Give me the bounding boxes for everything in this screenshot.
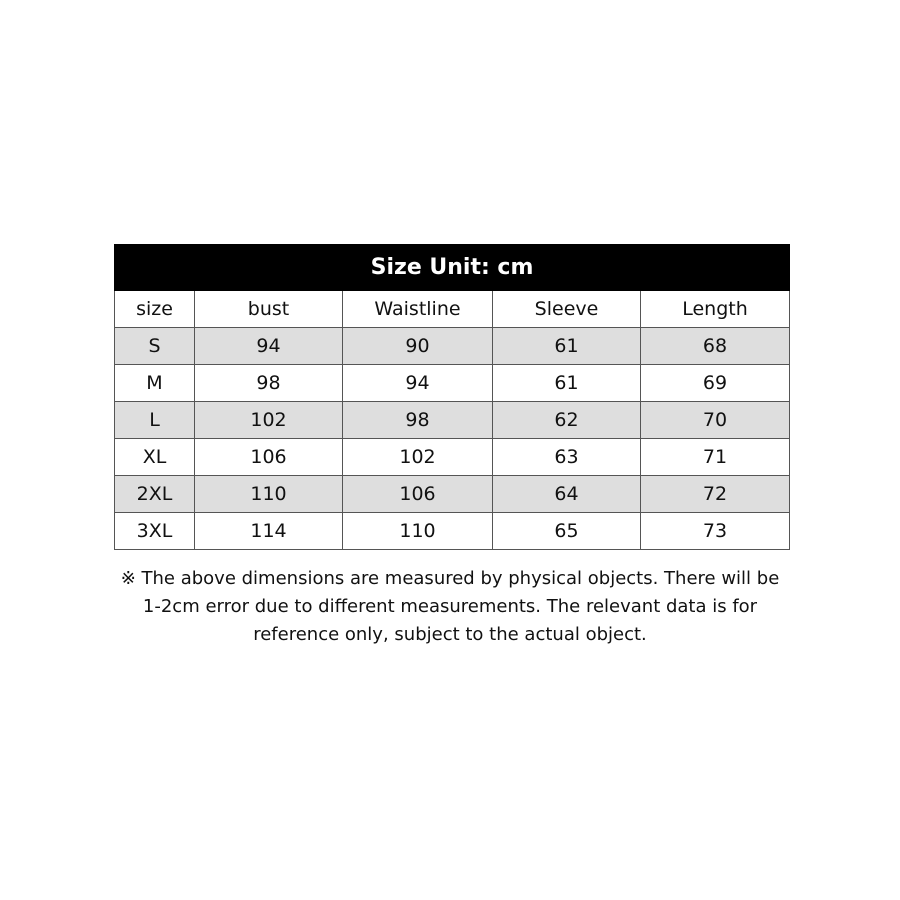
waistline-cell: 102 [343,439,493,476]
header-row [115,291,790,328]
size-cell: L [115,402,195,439]
table-row [115,439,790,476]
column-header-size: size [115,291,195,328]
waistline-cell: 90 [343,328,493,365]
table-row [115,513,790,550]
length-cell: 71 [641,439,790,476]
title-row [115,245,790,291]
size-chart-table [114,244,790,550]
measurement-note [100,565,800,649]
sleeve-cell: 61 [493,328,641,365]
sleeve-cell: 62 [493,402,641,439]
bust-cell: 102 [195,402,343,439]
sleeve-cell: 64 [493,476,641,513]
bust-cell: 114 [195,513,343,550]
sleeve-cell: 63 [493,439,641,476]
note-line: ※ The above dimensions are measured by physical objects. There will be [120,568,780,589]
table-row [115,402,790,439]
column-header-length: Length [641,291,790,328]
length-cell: 68 [641,328,790,365]
table-row [115,476,790,513]
size-cell: 2XL [115,476,195,513]
size-cell: S [115,328,195,365]
length-cell: 73 [641,513,790,550]
size-cell: XL [115,439,195,476]
bust-cell: 110 [195,476,343,513]
waistline-cell: 106 [343,476,493,513]
column-header-waistline: Waistline [343,291,493,328]
waistline-cell: 94 [343,365,493,402]
waistline-cell: 110 [343,513,493,550]
note-line: 1-2cm error due to different measurements. The relevant data is for [142,596,758,617]
bust-cell: 94 [195,328,343,365]
sleeve-cell: 61 [493,365,641,402]
length-cell: 72 [641,476,790,513]
column-header-sleeve: Sleeve [493,291,641,328]
note-line: reference only, subject to the actual object. [253,624,647,645]
bust-cell: 106 [195,439,343,476]
bust-cell: 98 [195,365,343,402]
table-title: Size Unit: cm [115,245,790,291]
length-cell: 70 [641,402,790,439]
length-cell: 69 [641,365,790,402]
sleeve-cell: 65 [493,513,641,550]
size-cell: M [115,365,195,402]
waistline-cell: 98 [343,402,493,439]
table-row [115,365,790,402]
table-row [115,328,790,365]
size-cell: 3XL [115,513,195,550]
column-header-bust: bust [195,291,343,328]
